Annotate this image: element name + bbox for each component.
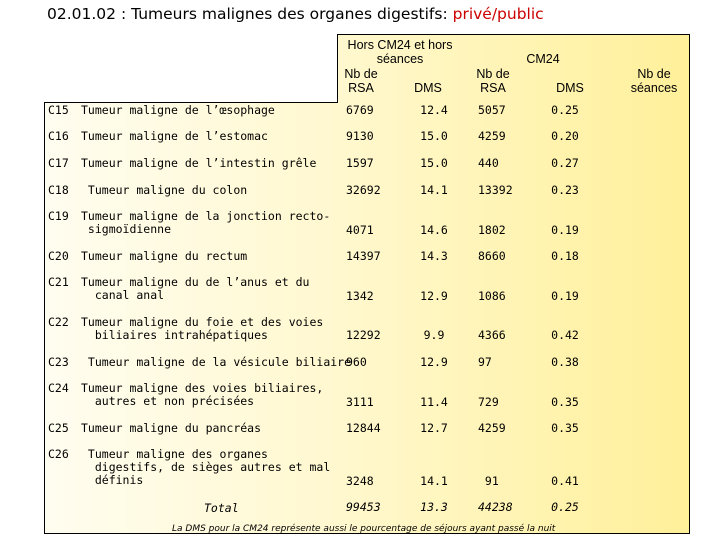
row-rsa-hors: 1597 (346, 156, 374, 170)
header-group-cm24: CM24 (526, 52, 560, 66)
row-code: C17 (48, 156, 69, 170)
row-dms-hors: 12.9 (420, 289, 448, 303)
row-label: Tumeur maligne des organes digestifs, de sièges autres et mal définis (87, 447, 331, 487)
row-code: C23 (48, 355, 69, 369)
row-code: C22 (48, 315, 69, 329)
row-label: Tumeur maligne du de l’anus et du canal anal (81, 275, 310, 302)
total-dms-hors: 13.3 (420, 500, 448, 514)
row-code: C18 (48, 183, 69, 197)
row-rsa-cm24: 1086 (478, 289, 506, 303)
row-dms-cm24: 0.25 (551, 103, 579, 117)
row-rsa-cm24: 13392 (478, 183, 513, 197)
row-rsa-hors: 3248 (346, 474, 374, 488)
header-nb-seances-line1: Nb de (637, 67, 671, 81)
row-code: C16 (48, 129, 69, 143)
row-label: Tumeur maligne du pancréas (81, 421, 262, 435)
row-dms-cm24: 0.23 (551, 183, 579, 197)
row-dms-hors: 15.0 (420, 156, 448, 170)
row-rsa-cm24: 1802 (478, 223, 506, 237)
row-rsa-cm24: 8660 (478, 249, 506, 263)
row-dms-cm24: 0.35 (551, 421, 579, 435)
row-label: Tumeur maligne de la vésicule biliaire (81, 355, 352, 369)
row-label: Tumeur maligne du rectum (81, 249, 248, 263)
row-dms-hors: 14.1 (420, 183, 448, 197)
row-dms-cm24: 0.20 (551, 129, 579, 143)
row-rsa-cm24: 729 (478, 395, 499, 409)
header-group-hors-line2: séances (376, 52, 424, 66)
header-nb-seances-line2: séances (630, 81, 678, 95)
header-nb-rsa-hors-line2: RSA (348, 81, 374, 95)
row-code: C26 (48, 447, 69, 461)
row-dms-cm24: 0.42 (551, 328, 579, 342)
row-rsa-hors: 960 (346, 355, 367, 369)
row-dms-cm24: 0.18 (551, 249, 579, 263)
row-rsa-hors: 9130 (346, 129, 374, 143)
row-rsa-hors: 1342 (346, 289, 374, 303)
total-rsa-hors: 99453 (346, 500, 381, 514)
row-rsa-hors: 14397 (346, 249, 381, 263)
row-dms-hors: 14.3 (420, 249, 448, 263)
title-main: 02.01.02 : Tumeurs malignes des organes digestifs: (47, 5, 453, 23)
total-dms-cm24: 0.25 (551, 500, 579, 514)
row-label: Tumeur maligne du colon (81, 183, 248, 197)
row-code: C19 (48, 209, 69, 223)
header-group-hors-line1: Hors CM24 et hors (347, 38, 453, 52)
row-dms-hors: 12.9 (420, 355, 448, 369)
slide-title (47, 5, 544, 23)
header-nb-seances (624, 67, 684, 95)
header-nb-rsa-cm24-line2: RSA (480, 81, 506, 95)
row-label: Tumeur maligne de l’intestin grêle (81, 156, 317, 170)
row-rsa-hors: 6769 (346, 103, 374, 117)
row-rsa-cm24: 4259 (478, 129, 506, 143)
row-label: Tumeur maligne de l’estomac (81, 129, 268, 143)
row-rsa-cm24: 91 (478, 474, 499, 488)
row-code: C21 (48, 275, 69, 289)
row-code: C20 (48, 249, 69, 263)
row-dms-hors: 11.4 (420, 395, 448, 409)
header-group-hors-cm24 (340, 38, 460, 66)
row-code: C24 (48, 381, 69, 395)
row-rsa-hors: 12844 (346, 421, 381, 435)
row-rsa-cm24: 5057 (478, 103, 506, 117)
row-code: C25 (48, 421, 69, 435)
header-dms-cm24: DMS (556, 81, 584, 95)
table-corner-blank (44, 34, 338, 103)
row-rsa-cm24: 4259 (478, 421, 506, 435)
row-dms-hors: 12.7 (420, 421, 448, 435)
row-label: Tumeur maligne du foie et des voies biliaires intrahépatiques (81, 315, 324, 342)
row-dms-hors: 9.9 (423, 328, 445, 342)
total-rsa-cm24: 44238 (478, 500, 513, 514)
row-dms-cm24: 0.19 (551, 223, 579, 237)
row-rsa-hors: 12292 (346, 328, 381, 342)
row-dms-hors: 14.1 (420, 474, 448, 488)
row-dms-hors: 14.6 (420, 223, 448, 237)
row-dms-hors: 12.4 (420, 103, 448, 117)
header-nb-rsa-cm24-line1: Nb de (476, 67, 510, 81)
row-rsa-cm24: 4366 (478, 328, 506, 342)
row-dms-hors: 15.0 (420, 129, 448, 143)
header-dms-hors: DMS (414, 81, 442, 95)
row-rsa-cm24: 440 (478, 156, 499, 170)
row-dms-cm24: 0.35 (551, 395, 579, 409)
header-nb-rsa-hors (338, 67, 384, 95)
header-nb-rsa-cm24 (470, 67, 516, 95)
row-dms-cm24: 0.38 (551, 355, 579, 369)
row-dms-cm24: 0.19 (551, 289, 579, 303)
row-label: Tumeur maligne de la jonction recto- sigmoïdienne (81, 209, 331, 236)
row-dms-cm24: 0.41 (551, 474, 579, 488)
header-nb-rsa-hors-line1: Nb de (344, 67, 378, 81)
row-code: C15 (48, 103, 69, 117)
row-dms-cm24: 0.27 (551, 156, 579, 170)
title-accent: privé/public (452, 5, 544, 23)
footnote: La DMS pour la CM24 représente aussi le pourcentage de séjours ayant passé la nuit (172, 524, 556, 534)
row-label: Tumeur maligne de l’œsophage (81, 103, 275, 117)
row-rsa-hors: 3111 (346, 395, 374, 409)
total-label: Total (204, 501, 239, 515)
row-rsa-hors: 4071 (346, 223, 374, 237)
row-rsa-cm24: 97 (478, 355, 492, 369)
row-rsa-hors: 32692 (346, 183, 381, 197)
row-label: Tumeur maligne des voies biliaires, autres et non précisées (81, 381, 324, 408)
